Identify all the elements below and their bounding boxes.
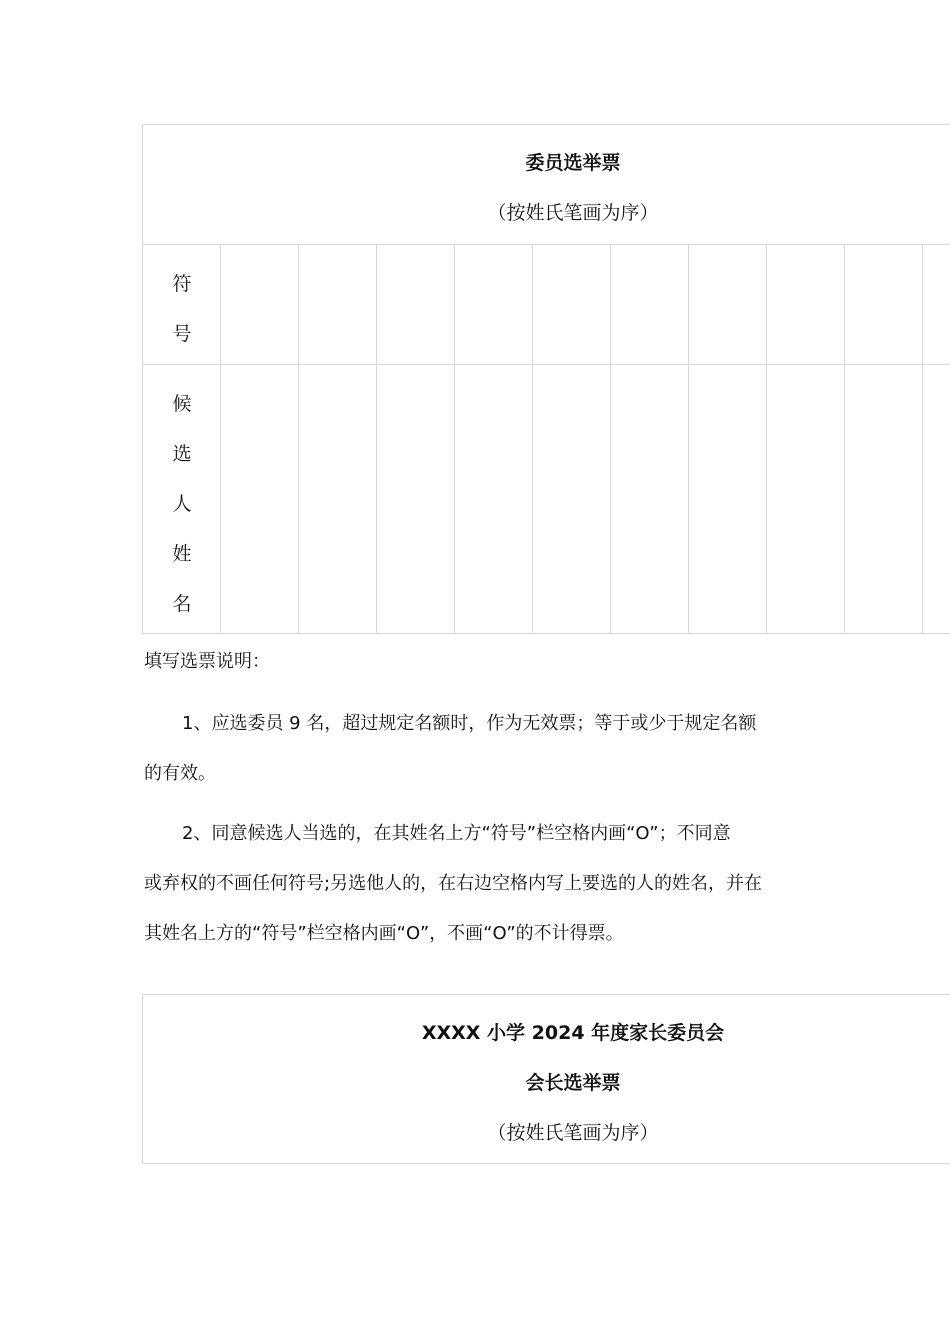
president-ballot-title: 会长选举票 xyxy=(525,1072,621,1094)
candidate-name-cell[interactable] xyxy=(611,365,689,634)
name-label-char: 人 xyxy=(172,493,192,515)
committee-ballot-title: 委员选举票 xyxy=(525,152,621,174)
candidate-name-cell[interactable] xyxy=(923,365,950,634)
instruction-item-2: 2、同意候选人当选的，在其姓名上方“符号”栏空格内画“O”；不同意 xyxy=(182,823,731,844)
symbol-cell[interactable] xyxy=(377,245,455,364)
candidate-name-cell[interactable] xyxy=(533,365,611,634)
symbol-cell[interactable] xyxy=(845,245,923,364)
candidate-name-cell[interactable] xyxy=(455,365,533,634)
symbol-cell[interactable] xyxy=(533,245,611,364)
candidate-name-cell[interactable] xyxy=(377,365,455,634)
symbol-label-char: 号 xyxy=(172,323,192,345)
instruction-item-1: 1、应选委员 9 名，超过规定名额时，作为无效票；等于或少于规定名额 xyxy=(182,713,757,734)
candidate-name-row xyxy=(143,365,950,634)
symbol-row-label xyxy=(143,245,221,364)
symbol-cell[interactable] xyxy=(923,245,950,364)
name-label-char: 候 xyxy=(172,393,192,415)
symbol-cell[interactable] xyxy=(455,245,533,364)
committee-ballot-subtitle: （按姓氏笔画为序） xyxy=(487,202,659,224)
symbol-cell[interactable] xyxy=(767,245,845,364)
instruction-item-1-cont: 的有效。 xyxy=(144,763,216,784)
instruction-item-2-cont: 其姓名上方的“符号”栏空格内画“O”，不画“O”的不计得票。 xyxy=(144,923,624,944)
candidate-name-cell[interactable] xyxy=(767,365,845,634)
committee-ballot-header xyxy=(143,125,950,245)
candidate-name-cell[interactable] xyxy=(689,365,767,634)
name-label-char: 姓 xyxy=(172,543,192,565)
symbol-cell[interactable] xyxy=(689,245,767,364)
name-label-char: 名 xyxy=(172,593,192,615)
candidate-name-cell[interactable] xyxy=(299,365,377,634)
candidate-name-row-label xyxy=(143,365,221,634)
candidate-name-cell[interactable] xyxy=(221,365,299,634)
president-ballot-subtitle: （按姓氏笔画为序） xyxy=(487,1122,659,1144)
symbol-row xyxy=(143,245,950,365)
symbol-cell[interactable] xyxy=(611,245,689,364)
symbol-cell[interactable] xyxy=(299,245,377,364)
instruction-item-2-cont: 或弃权的不画任何符号;另选他人的，在右边空格内写上要选的人的姓名，并在 xyxy=(144,873,763,894)
candidate-name-cell[interactable] xyxy=(845,365,923,634)
president-ballot-org-title: XXXX 小学 2024 年度家长委员会 xyxy=(421,1022,725,1044)
instructions-heading: 填写选票说明： xyxy=(144,651,270,672)
president-ballot-table xyxy=(142,994,950,1164)
symbol-cell[interactable] xyxy=(221,245,299,364)
committee-ballot-table xyxy=(142,124,950,634)
symbol-label-char: 符 xyxy=(172,273,192,295)
name-label-char: 选 xyxy=(172,443,192,465)
